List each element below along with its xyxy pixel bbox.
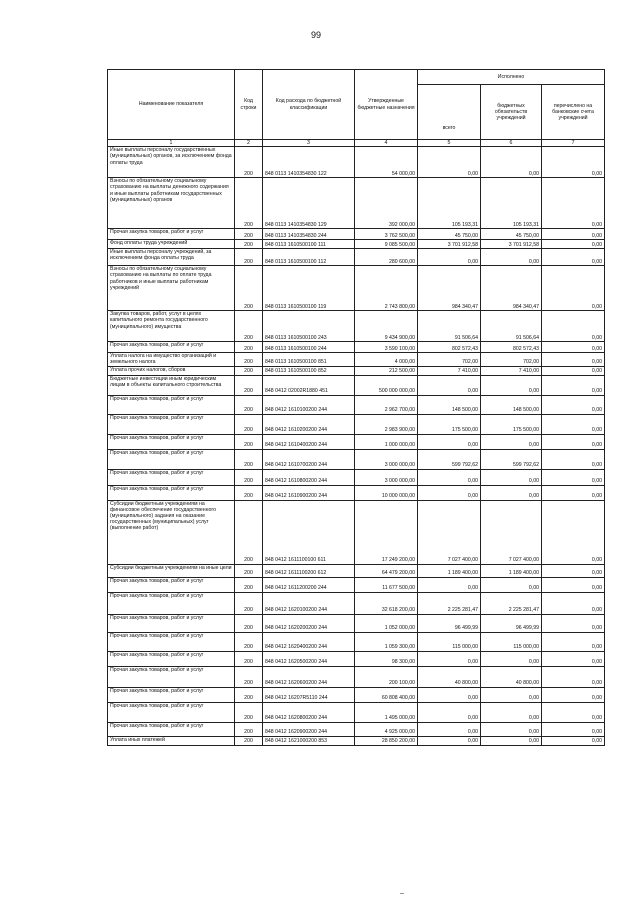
table-row [108, 353, 605, 366]
row-name: Прочая закупка товаров, работ и услуг [108, 577, 235, 592]
row-exec-total: 0,00 [418, 147, 481, 178]
row-line-code: 200 [235, 342, 263, 353]
row-exec-total: 91 506,64 [418, 311, 481, 342]
row-line-code: 200 [235, 632, 263, 651]
row-budget-code: 848 0412 1620600200 244 [263, 666, 355, 687]
row-budget-code: 848 0412 1610200200 244 [263, 414, 355, 434]
row-name: Уплата прочих налогов, сборов [108, 366, 235, 375]
row-approved: 54 000,00 [355, 147, 418, 178]
row-exec-budget: 7 410,00 [481, 366, 542, 375]
row-approved: 98 300,00 [355, 651, 418, 666]
row-name: Фонд оплаты труда учреждений [108, 240, 235, 249]
row-budget-code: 848 0113 1410354830 244 [263, 229, 355, 240]
row-name: Прочая закупка товаров, работ и услуг [108, 614, 235, 632]
row-approved: 4 925 000,00 [355, 722, 418, 736]
row-line-code: 200 [235, 366, 263, 375]
row-exec-total: 115 000,00 [418, 632, 481, 651]
row-exec-total: 0,00 [418, 702, 481, 722]
scan-mark [400, 893, 404, 894]
row-name: Иные выплаты персоналу государственных (муниципальных) органов, за исключением фонда оплаты труда [108, 147, 235, 178]
row-exec-bank: 0,00 [542, 434, 605, 449]
row-approved: 32 618 200,00 [355, 592, 418, 614]
column-index: 4 [355, 140, 418, 147]
row-exec-total: 7 027 400,00 [418, 500, 481, 564]
row-exec-budget: 45 750,00 [481, 229, 542, 240]
row-approved: 1 495 000,00 [355, 702, 418, 722]
table-row [108, 736, 605, 745]
table-row [108, 564, 605, 577]
row-name: Иные выплаты персоналу учреждений, за исключением фонда оплаты труда [108, 249, 235, 266]
row-exec-total: 0,00 [418, 249, 481, 266]
row-exec-budget: 2 225 281,47 [481, 592, 542, 614]
table-row [108, 178, 605, 229]
row-name: Прочая закупка товаров, работ и услуг [108, 485, 235, 500]
row-line-code: 200 [235, 651, 263, 666]
table-row [108, 592, 605, 614]
row-exec-total: 702,00 [418, 353, 481, 366]
table-row [108, 266, 605, 311]
row-line-code: 200 [235, 395, 263, 414]
column-index: 5 [418, 140, 481, 147]
row-exec-bank: 0,00 [542, 485, 605, 500]
row-approved: 10 000 000,00 [355, 485, 418, 500]
row-line-code: 200 [235, 722, 263, 736]
row-exec-budget: 599 792,62 [481, 449, 542, 469]
row-exec-bank: 0,00 [542, 614, 605, 632]
row-approved: 17 249 200,00 [355, 500, 418, 564]
row-line-code: 200 [235, 434, 263, 449]
row-line-code: 200 [235, 229, 263, 240]
row-exec-total: 984 340,47 [418, 266, 481, 311]
row-exec-total: 802 572,43 [418, 342, 481, 353]
table-row [108, 485, 605, 500]
column-index: 7 [542, 140, 605, 147]
row-line-code: 200 [235, 577, 263, 592]
table-row [108, 395, 605, 414]
table-row [108, 147, 605, 178]
row-exec-budget: 0,00 [481, 722, 542, 736]
row-approved: 64 479 200,00 [355, 564, 418, 577]
table-row [108, 311, 605, 342]
row-approved: 2 983 900,00 [355, 414, 418, 434]
row-line-code: 200 [235, 266, 263, 311]
row-budget-code: 848 0412 1611200200 244 [263, 577, 355, 592]
header-name: Наименование показателя [108, 70, 235, 140]
row-exec-total: 599 792,62 [418, 449, 481, 469]
row-line-code: 200 [235, 375, 263, 395]
row-exec-total: 7 410,00 [418, 366, 481, 375]
row-line-code: 200 [235, 687, 263, 702]
column-index: 6 [481, 140, 542, 147]
row-exec-budget: 802 572,43 [481, 342, 542, 353]
row-exec-bank: 0,00 [542, 249, 605, 266]
row-line-code: 200 [235, 614, 263, 632]
row-name: Прочая закупка товаров, работ и услуг [108, 449, 235, 469]
row-approved: 60 808 400,00 [355, 687, 418, 702]
row-exec-bank: 0,00 [542, 229, 605, 240]
budget-execution-table [107, 69, 605, 746]
row-approved: 4 000,00 [355, 353, 418, 366]
row-exec-bank: 0,00 [542, 687, 605, 702]
row-budget-code: 848 0412 1610400200 244 [263, 434, 355, 449]
row-approved: 200 100,00 [355, 666, 418, 687]
row-exec-budget: 3 701 912,58 [481, 240, 542, 249]
row-line-code: 200 [235, 469, 263, 485]
row-budget-code: 848 0113 1410354830 122 [263, 147, 355, 178]
row-budget-code: 848 0412 1610800200 244 [263, 469, 355, 485]
row-exec-budget: 0,00 [481, 434, 542, 449]
row-exec-total: 0,00 [418, 375, 481, 395]
header-exec-budget: бюджетных обязательств учреждений [481, 85, 542, 140]
row-exec-total: 45 750,00 [418, 229, 481, 240]
row-budget-code: 848 0412 1621000200 853 [263, 736, 355, 745]
row-exec-budget: 0,00 [481, 469, 542, 485]
column-index: 1 [108, 140, 235, 147]
table-row [108, 434, 605, 449]
row-exec-budget: 984 340,47 [481, 266, 542, 311]
row-name: Прочая закупка товаров, работ и услуг [108, 592, 235, 614]
row-exec-budget: 0,00 [481, 147, 542, 178]
table-row [108, 632, 605, 651]
header-budget-code: Код расхода по бюджетной классификации [263, 70, 355, 140]
row-line-code: 200 [235, 147, 263, 178]
row-approved: 1 000 000,00 [355, 434, 418, 449]
table-row [108, 722, 605, 736]
row-exec-budget: 40 800,00 [481, 666, 542, 687]
row-exec-budget: 0,00 [481, 702, 542, 722]
row-line-code: 200 [235, 666, 263, 687]
table-row [108, 469, 605, 485]
row-exec-bank: 0,00 [542, 592, 605, 614]
row-exec-total: 0,00 [418, 469, 481, 485]
row-exec-bank: 0,00 [542, 564, 605, 577]
row-name: Прочая закупка товаров, работ и услуг [108, 632, 235, 651]
row-name: Закупка товаров, работ, услуг в целях капитального ремонта государственного (муниципального) имущества [108, 311, 235, 342]
row-line-code: 200 [235, 449, 263, 469]
row-exec-budget: 0,00 [481, 375, 542, 395]
row-budget-code: 848 0412 1620900200 244 [263, 722, 355, 736]
row-exec-total: 3 701 912,58 [418, 240, 481, 249]
row-budget-code: 848 0412 02002R1880 451 [263, 375, 355, 395]
table-row [108, 375, 605, 395]
row-budget-code: 848 0412 1610700200 244 [263, 449, 355, 469]
row-line-code: 200 [235, 353, 263, 366]
row-exec-bank: 0,00 [542, 266, 605, 311]
header-line-code: Код строки [235, 70, 263, 140]
row-budget-code: 848 0113 1610500100 243 [263, 311, 355, 342]
row-exec-bank: 0,00 [542, 500, 605, 564]
row-name: Бюджетные инвестиции иным юридическим лицам в объекты капитального строительства [108, 375, 235, 395]
row-exec-total: 40 800,00 [418, 666, 481, 687]
row-exec-budget: 96 499,99 [481, 614, 542, 632]
row-exec-budget: 0,00 [481, 651, 542, 666]
header-approved: Утвержденные бюджетные назначения [355, 70, 418, 140]
row-line-code: 200 [235, 240, 263, 249]
row-exec-budget: 175 500,00 [481, 414, 542, 434]
row-exec-total: 96 499,99 [418, 614, 481, 632]
row-exec-budget: 115 000,00 [481, 632, 542, 651]
row-exec-bank: 0,00 [542, 178, 605, 229]
row-budget-code: 848 0412 1611100100 611 [263, 500, 355, 564]
column-index: 2 [235, 140, 263, 147]
row-approved: 2 962 700,00 [355, 395, 418, 414]
row-exec-bank: 0,00 [542, 240, 605, 249]
row-budget-code: 848 0113 1610500100 851 [263, 353, 355, 366]
row-exec-total: 2 225 281,47 [418, 592, 481, 614]
row-budget-code: 848 0113 1610500100 244 [263, 342, 355, 353]
row-line-code: 200 [235, 485, 263, 500]
row-exec-budget: 148 500,00 [481, 395, 542, 414]
row-exec-total: 175 500,00 [418, 414, 481, 434]
row-budget-code: 848 0412 1610100200 244 [263, 395, 355, 414]
row-exec-bank: 0,00 [542, 702, 605, 722]
table-row [108, 240, 605, 249]
table-row [108, 577, 605, 592]
row-exec-bank: 0,00 [542, 395, 605, 414]
row-exec-budget: 0,00 [481, 687, 542, 702]
row-approved: 3 000 000,00 [355, 449, 418, 469]
row-approved: 9 434 900,00 [355, 311, 418, 342]
row-exec-total: 1 189 400,00 [418, 564, 481, 577]
row-exec-bank: 0,00 [542, 147, 605, 178]
header-executed: Исполнено [418, 70, 605, 85]
row-approved: 9 085 500,00 [355, 240, 418, 249]
row-exec-total: 0,00 [418, 577, 481, 592]
row-approved: 1 052 000,00 [355, 614, 418, 632]
row-exec-total: 0,00 [418, 736, 481, 745]
row-exec-bank: 0,00 [542, 651, 605, 666]
row-name: Прочая закупка товаров, работ и услуг [108, 434, 235, 449]
row-exec-total: 0,00 [418, 722, 481, 736]
row-name: Прочая закупка товаров, работ и услуг [108, 229, 235, 240]
row-budget-code: 848 0113 1610500100 111 [263, 240, 355, 249]
table-row [108, 414, 605, 434]
row-line-code: 200 [235, 249, 263, 266]
row-budget-code: 848 0412 1611100200 612 [263, 564, 355, 577]
row-budget-code: 848 0412 1610900200 244 [263, 485, 355, 500]
row-name: Прочая закупка товаров, работ и услуг [108, 722, 235, 736]
row-budget-code: 848 0113 1410354830 129 [263, 178, 355, 229]
column-index: 3 [263, 140, 355, 147]
row-exec-budget: 0,00 [481, 577, 542, 592]
row-name: Субсидии бюджетным учреждениям на финансовое обеспечение государственного (муниципального) задания на оказание государственных (муниципальных) услуг (выполнение работ) [108, 500, 235, 564]
row-exec-total: 105 193,31 [418, 178, 481, 229]
row-exec-bank: 0,00 [542, 414, 605, 434]
row-budget-code: 848 0412 16207R5110 244 [263, 687, 355, 702]
row-exec-total: 0,00 [418, 485, 481, 500]
row-exec-budget: 702,00 [481, 353, 542, 366]
row-approved: 500 000 000,00 [355, 375, 418, 395]
row-exec-bank: 0,00 [542, 632, 605, 651]
row-exec-bank: 0,00 [542, 469, 605, 485]
row-name: Взносы по обязательному социальному страхованию на выплаты денежного содержания и иные выплаты работникам государственных (муниципальных) органов [108, 178, 235, 229]
row-approved: 2 743 800,00 [355, 266, 418, 311]
row-name: Прочая закупка товаров, работ и услуг [108, 651, 235, 666]
column-index-row [108, 140, 605, 147]
table-row [108, 687, 605, 702]
row-exec-bank: 0,00 [542, 311, 605, 342]
row-exec-total: 0,00 [418, 687, 481, 702]
row-exec-bank: 0,00 [542, 449, 605, 469]
row-exec-budget: 0,00 [481, 736, 542, 745]
row-line-code: 200 [235, 500, 263, 564]
row-name: Прочая закупка товаров, работ и услуг [108, 469, 235, 485]
row-exec-bank: 0,00 [542, 736, 605, 745]
row-approved: 1 059 300,00 [355, 632, 418, 651]
row-name: Взносы по обязательному социальному страхованию на выплаты по оплате труда работников и иные выплаты работникам учреждений [108, 266, 235, 311]
row-budget-code: 848 0412 1620800200 244 [263, 702, 355, 722]
row-exec-total: 148 500,00 [418, 395, 481, 414]
row-line-code: 200 [235, 564, 263, 577]
row-approved: 3 762 500,00 [355, 229, 418, 240]
table-row [108, 249, 605, 266]
row-name: Прочая закупка товаров, работ и услуг [108, 395, 235, 414]
table-row [108, 342, 605, 353]
row-approved: 3 590 100,00 [355, 342, 418, 353]
row-exec-budget: 105 193,31 [481, 178, 542, 229]
row-budget-code: 848 0412 1620200200 244 [263, 614, 355, 632]
row-exec-budget: 7 027 400,00 [481, 500, 542, 564]
table-row [108, 651, 605, 666]
row-name: Прочая закупка товаров, работ и услуг [108, 702, 235, 722]
row-approved: 28 850 200,00 [355, 736, 418, 745]
table-row [108, 666, 605, 687]
row-exec-bank: 0,00 [542, 366, 605, 375]
row-exec-total: 0,00 [418, 434, 481, 449]
row-budget-code: 848 0113 1610500100 119 [263, 266, 355, 311]
page-number: 99 [310, 30, 321, 40]
row-name: Субсидии бюджетным учреждениям на иные цели [108, 564, 235, 577]
row-exec-bank: 0,00 [542, 577, 605, 592]
row-exec-bank: 0,00 [542, 375, 605, 395]
row-budget-code: 848 0412 1620500200 244 [263, 651, 355, 666]
row-line-code: 200 [235, 311, 263, 342]
row-line-code: 200 [235, 702, 263, 722]
row-name: Прочая закупка товаров, работ и услуг [108, 342, 235, 353]
table-row [108, 449, 605, 469]
row-exec-bank: 0,00 [542, 353, 605, 366]
header-exec-total: всего [418, 85, 481, 140]
row-line-code: 200 [235, 178, 263, 229]
row-name: Прочая закупка товаров, работ и услуг [108, 414, 235, 434]
row-approved: 3 000 000,00 [355, 469, 418, 485]
row-line-code: 200 [235, 736, 263, 745]
row-exec-budget: 0,00 [481, 485, 542, 500]
row-name: Уплата иных платежей [108, 736, 235, 745]
row-exec-bank: 0,00 [542, 722, 605, 736]
row-approved: 392 000,00 [355, 178, 418, 229]
row-name: Уплата налога на имущество организаций и земельного налога [108, 353, 235, 366]
row-name: Прочая закупка товаров, работ и услуг [108, 666, 235, 687]
row-line-code: 200 [235, 414, 263, 434]
row-exec-bank: 0,00 [542, 666, 605, 687]
row-exec-total: 0,00 [418, 651, 481, 666]
row-approved: 11 677 500,00 [355, 577, 418, 592]
row-line-code: 200 [235, 592, 263, 614]
row-budget-code: 848 0113 1610500100 852 [263, 366, 355, 375]
row-exec-budget: 91 506,64 [481, 311, 542, 342]
table-row [108, 500, 605, 564]
row-budget-code: 848 0113 1610500100 112 [263, 249, 355, 266]
table-row [108, 366, 605, 375]
row-name: Прочая закупка товаров, работ и услуг [108, 687, 235, 702]
header-exec-bank: перечислено на банковские счета учреждений [542, 85, 605, 140]
table-body [108, 147, 605, 745]
row-budget-code: 848 0412 1620400200 244 [263, 632, 355, 651]
row-exec-budget: 0,00 [481, 249, 542, 266]
table-row [108, 614, 605, 632]
table-row [108, 229, 605, 240]
row-budget-code: 848 0412 1620100200 244 [263, 592, 355, 614]
row-exec-budget: 1 189 400,00 [481, 564, 542, 577]
row-approved: 212 500,00 [355, 366, 418, 375]
table-row [108, 702, 605, 722]
row-exec-bank: 0,00 [542, 342, 605, 353]
row-approved: 280 600,00 [355, 249, 418, 266]
